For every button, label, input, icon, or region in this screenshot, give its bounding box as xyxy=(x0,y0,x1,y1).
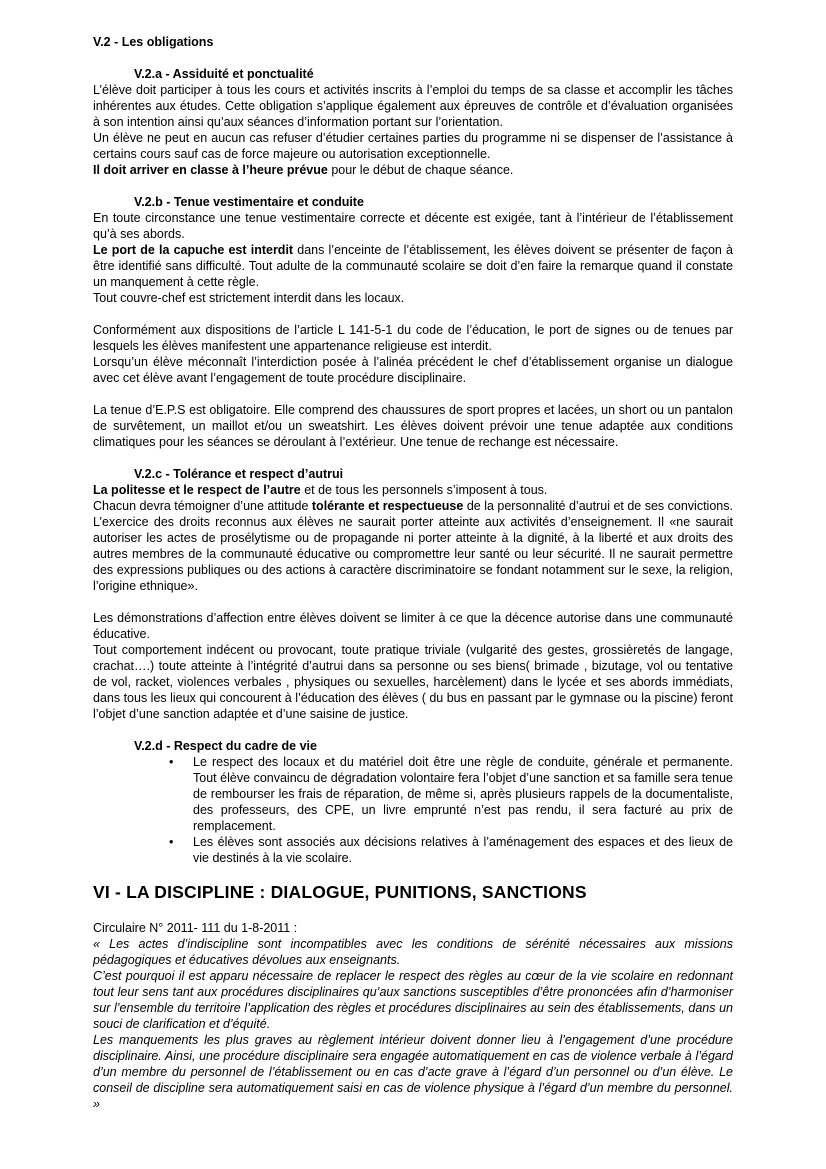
paragraph-politesse xyxy=(93,482,733,498)
spacer xyxy=(93,904,733,920)
bold-tolerante: tolérante et respectueuse xyxy=(311,499,464,513)
spacer xyxy=(93,386,733,402)
paragraph-comportement: Tout comportement indécent ou provocant, toute pratique triviale (vulgarité des gestes, grossièretés de langage, crachat….) toute atteinte à l’intégrité d’autrui dans sa personne ou ses biens( brimade , bizutage, vol ou tentative de vol, racket, violences verbales , physiques ou sexuelles, harcèlement) dans le lycée et ses abords immédiats, dans tous les lieux qui concourent à l’éducation des élèves ( du bus en passant par le gymnase ou la piscine) feront l’objet d’une sanction adaptée et d’une saisine de justice. xyxy=(93,643,733,721)
text-capuche-rest: dans l’enceinte de l’établissement, les élèves doivent se présenter de façon à être identifié sans difficulté. Tout adulte de la communauté scolaire se doit d’en faire la remarque quand il constate un manquement à cette règle. xyxy=(93,243,733,289)
paragraph-couvre-chef: Tout couvre-chef est strictement interdit dans les locaux. xyxy=(93,291,405,305)
circulaire-quote-block xyxy=(93,936,733,1112)
bullet-eleves-associes-text: Les élèves sont associés aux décisions relatives à l’aménagement des espaces et des lieux de vie destinés à la vie scolaire. xyxy=(193,835,733,865)
heading-vi-discipline: VI - LA DISCIPLINE : DIALOGUE, PUNITIONS, SANCTIONS xyxy=(93,882,587,902)
paragraph-demonstrations: Les démonstrations d’affection entre élèves doivent se limiter à ce que la décence autorise dans une communauté éducative. xyxy=(93,611,733,641)
spacer xyxy=(93,594,733,610)
bold-heure-prevue: Il doit arriver en classe à l’heure prévue xyxy=(93,163,328,177)
paragraph-circulaire-ref: Circulaire N° 2011- 111 du 1-8-2011 : xyxy=(93,921,298,935)
bold-capuche-interdit: Le port de la capuche est interdit xyxy=(93,243,294,257)
paragraph-assiduite-2: Un élève ne peut en aucun cas refuser d’étudier certaines parties du programme ni se dispenser de l’assistance à certains cours sauf cas de force majeure ou autorisation exceptionnelle. xyxy=(93,131,733,161)
document-content xyxy=(93,34,733,1112)
paragraph-assiduite-1: L’élève doit participer à tous les cours et activités inscrits à l’emploi du temps de sa classe et accomplir les tâches inhérentes aux études. Cette obligation s’applique également aux épreuves de contrôle et d’évaluation organisées à son intention ainsi qu’aux séances d’information portant sur l’orientation. xyxy=(93,83,733,129)
heading-v2a-assiduite: V.2.a - Assiduité et ponctualité xyxy=(134,67,314,81)
paragraph-exercice-droits: L’exercice des droits reconnus aux élèves ne saurait porter atteinte aux activités d’enseignement. Il «ne saurait autoriser les actes de prosélytisme ou de propagande ni porter atteinte à la dignité, à la liberté et aux droits des autres membres de la communauté éducative ou compromettre leur santé ou leur sécurité. Il ne saurait permettre des expressions publiques ou des actions à caractère discriminatoire se fondant notamment sur le sexe, la religion, l’origine ethnique». xyxy=(93,515,733,593)
quote-paragraph-2: C’est pourquoi il est apparu nécessaire de replacer le respect des règles au cœur de la vie scolaire en redonnant tout leur sens tant aux procédures disciplinaires qu’aux sanctions susceptibles d’être prononcées afin d’harmoniser sur l’ensemble du territoire l’application des règles et procédures disciplinaires au sein des établissements, dans un souci de clarification et d’équité. xyxy=(93,969,733,1031)
paragraph-dialogue-chef: Lorsqu’un élève méconnaît l’interdiction posée à l’alinéa précédent le chef d’établissement organise un dialogue avec cet élève avant l’engagement de toute procédure disciplinaire. xyxy=(93,355,733,385)
text-attitude-rest: de la personnalité d’autrui et de ses convictions. xyxy=(463,499,733,513)
paragraph-tenue-eps: La tenue d’E.P.S est obligatoire. Elle comprend des chaussures de sport propres et lacées, un short ou un pantalon de survêtement, un maillot et/ou un sweatshirt. Les élèves doivent prévoir une tenue adaptée aux conditions climatiques pour les séances se déroulant à l’extérieur. Une tenue de rechange est nécessaire. xyxy=(93,403,733,449)
paragraph-signes-religieux: Conformément aux dispositions de l’article L 141-5-1 du code de l’éducation, le port de signes ou de tenues par lesquels les élèves manifestent une appartenance religieuse est interdit. xyxy=(93,323,733,353)
bold-politesse: La politesse et le respect de l’autre xyxy=(93,483,301,497)
bullet-icon: • xyxy=(169,755,174,769)
text-politesse-rest: et de tous les personnels s’imposent à tous. xyxy=(300,483,548,497)
text-heure-prevue-rest: pour le début de chaque séance. xyxy=(327,163,514,177)
spacer xyxy=(93,306,733,322)
text-attitude-start: Chacun devra témoigner d’une attitude xyxy=(93,499,312,513)
paragraph-tenue-2 xyxy=(93,242,733,290)
paragraph-attitude xyxy=(93,498,733,514)
heading-v2b-tenue: V.2.b - Tenue vestimentaire et conduite xyxy=(134,195,364,209)
bullet-eleves-associes xyxy=(93,834,733,866)
heading-v2-obligations: V.2 - Les obligations xyxy=(93,35,214,49)
bullet-respect-locaux xyxy=(93,754,733,834)
bullet-respect-locaux-text: Le respect des locaux et du matériel doit être une règle de conduite, générale et permanente. Tout élève convaincu de dégradation volontaire fera l’objet d’une sanction et sa famille sera tenue de rembourser les frais de réparation, de même si, après plusieurs rappels de la documentaliste, des professeurs, des CPE, un livre emprunté n’est pas rendu, il sera facturé au prix de remplacement. xyxy=(193,755,733,833)
bullet-icon: • xyxy=(169,835,174,849)
quote-paragraph-1: « Les actes d’indiscipline sont incompatibles avec les conditions de sérénité nécessaires aux missions pédagogiques et éducatives dévolues aux enseignants. xyxy=(93,937,733,967)
heading-v2c-tolerance: V.2.c - Tolérance et respect d’autrui xyxy=(134,467,344,481)
paragraph-tenue-1: En toute circonstance une tenue vestimentaire correcte et décente est exigée, tant à l’intérieur de l’établissement qu’à ses abords. xyxy=(93,211,733,241)
quote-paragraph-3: Les manquements les plus graves au règlement intérieur doivent donner lieu à l’engagement d’une procédure disciplinaire. Ainsi, une procédure disciplinaire sera engagée automatiquement en cas de violence verbale à l’égard d’un membre du personnel de l’établissement ou en cas d’acte grave à l’égard d’un personnel ou d’un élève. Le conseil de discipline sera automatiquement saisi en cas de violence physique à l’égard d’un membre du personnel. » xyxy=(93,1033,733,1111)
heading-v2d-cadre-de-vie: V.2.d - Respect du cadre de vie xyxy=(134,739,317,753)
paragraph-assiduite-3 xyxy=(93,162,733,178)
